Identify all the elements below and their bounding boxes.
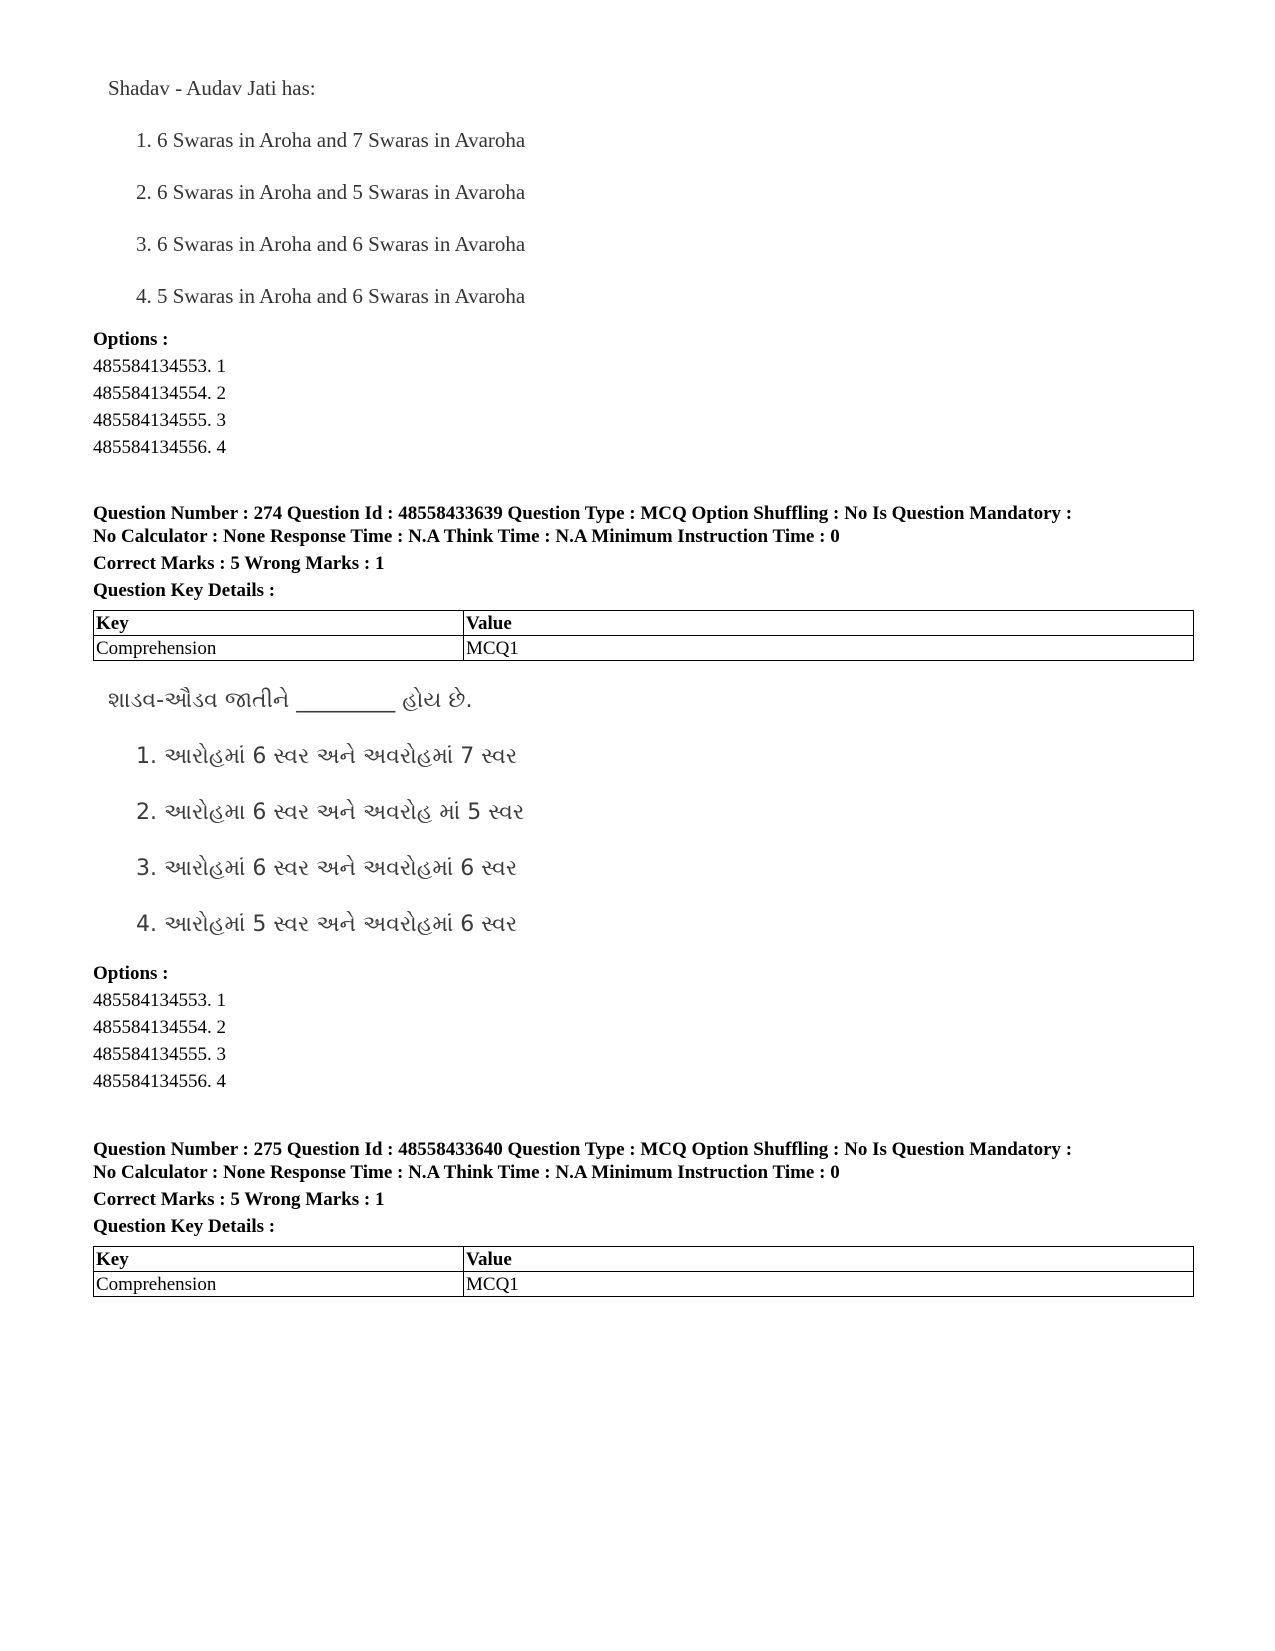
- question-key-table: [93, 1246, 1194, 1297]
- choice-1: 1. 6 Swaras in Aroha and 7 Swaras in Avaroha: [136, 128, 526, 152]
- options-label: Options :: [93, 963, 169, 984]
- options-label: Options :: [93, 329, 169, 350]
- option-item: 485584134556. 4: [93, 437, 226, 458]
- question-stem: શાડવ-ઔડવ જાતીને _________ હોય છે.: [108, 688, 473, 713]
- choice-2: 2. આરોહમા 6 સ્વર અને અવરોહ માં 5 સ્વર: [136, 800, 525, 825]
- question-274-header: [93, 502, 1193, 604]
- marks-line: Correct Marks : 5 Wrong Marks : 1: [93, 1189, 385, 1210]
- table-header-key: Key: [94, 1247, 464, 1272]
- question-meta-line: Question Number : 274 Question Id : 48558433639 Question Type : MCQ Option Shuffling : No Is Question Mandatory :: [93, 503, 1073, 524]
- choice-4: 4. 5 Swaras in Aroha and 6 Swaras in Avaroha: [136, 284, 526, 308]
- table-cell-key: Comprehension: [94, 1272, 464, 1297]
- key-details-label: Question Key Details :: [93, 580, 276, 601]
- choice-2: 2. 6 Swaras in Aroha and 5 Swaras in Avaroha: [136, 180, 526, 204]
- options-block: [93, 326, 1193, 461]
- table-header-key: Key: [94, 611, 464, 636]
- question-meta-line: No Calculator : None Response Time : N.A Think Time : N.A Minimum Instruction Time : 0: [93, 526, 840, 547]
- option-item: 485584134556. 4: [93, 1071, 226, 1092]
- option-item: 485584134554. 2: [93, 1017, 226, 1038]
- question-275-header: [93, 1138, 1193, 1240]
- option-item: 485584134555. 3: [93, 410, 226, 431]
- table-cell-key: Comprehension: [94, 636, 464, 661]
- question-stem: Shadav - Audav Jati has:: [108, 76, 316, 100]
- option-item: 485584134553. 1: [93, 356, 226, 377]
- question-meta-line: Question Number : 275 Question Id : 48558433640 Question Type : MCQ Option Shuffling : No Is Question Mandatory :: [93, 1139, 1073, 1160]
- question-meta-line: No Calculator : None Response Time : N.A Think Time : N.A Minimum Instruction Time : 0: [93, 1162, 840, 1183]
- question-key-table: [93, 610, 1194, 661]
- options-block: [93, 960, 1193, 1095]
- choice-1: 1. આરોહમાં 6 સ્વર અને અવરોહમાં 7 સ્વર: [136, 744, 518, 769]
- marks-line: Correct Marks : 5 Wrong Marks : 1: [93, 553, 385, 574]
- question-image-english: [108, 75, 526, 308]
- option-item: 485584134555. 3: [93, 1044, 226, 1065]
- key-details-label: Question Key Details :: [93, 1216, 276, 1237]
- choice-3: 3. 6 Swaras in Aroha and 6 Swaras in Avaroha: [136, 232, 526, 256]
- table-cell-value: MCQ1: [464, 636, 1194, 661]
- table-cell-value: MCQ1: [464, 1272, 1194, 1297]
- option-item: 485584134553. 1: [93, 990, 226, 1011]
- option-item: 485584134554. 2: [93, 383, 226, 404]
- table-header-value: Value: [464, 611, 1194, 636]
- choice-3: 3. આરોહમાં 6 સ્વર અને અવરોહમાં 6 સ્વર: [136, 856, 518, 881]
- table-header-value: Value: [464, 1247, 1194, 1272]
- question-image-gujarati: [108, 688, 525, 937]
- choice-4: 4. આરોહમાં 5 સ્વર અને અવરોહમાં 6 સ્વર: [136, 912, 518, 937]
